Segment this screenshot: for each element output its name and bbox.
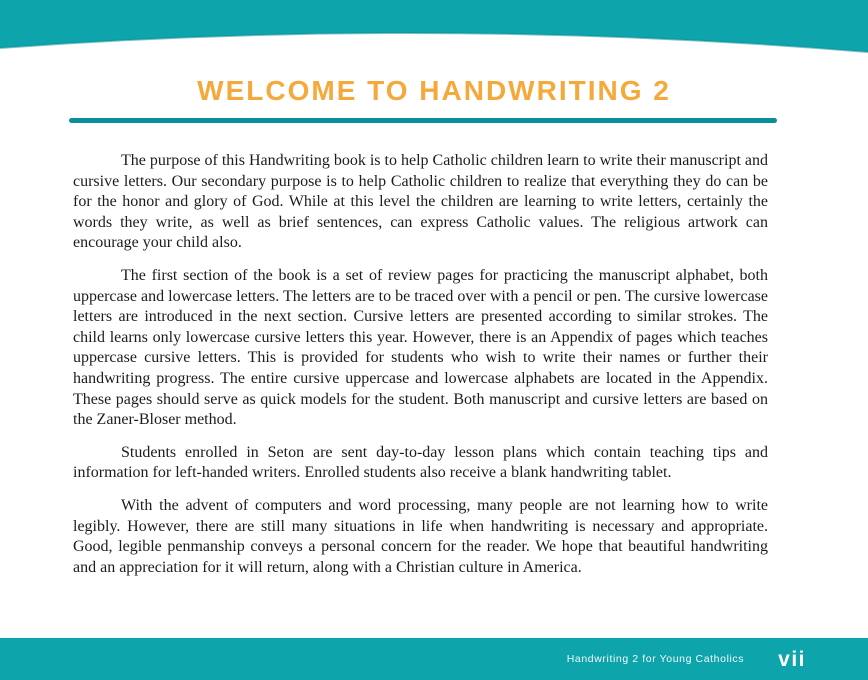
paragraph-1: The purpose of this Handwriting book is to help Catholic children learn to write their manuscript and cursive letters. Our secondary purpose is to help Catholic children to realize that everything they do can be for the honor and glory of God. While at this level the children are learning to write letters, certainly the words they write, as well as brief sentences, can express Catholic values. The religious artwork can encourage your child also. [73,152,768,252]
footer-book-title: Handwriting 2 for Young Catholics [566,653,745,665]
paragraph-4: With the advent of computers and word processing, many people are not learning how to write legibly. However, there are still many situations in life when handwriting is necessary and appropriate. Good, legible penmanship conveys a personal concern for the reader. We hope that beautiful handwriting and an appreciation for it will return, along with a Christian culture in America. [73,496,768,576]
banner-curve-graphic [0,0,868,60]
body-text [73,151,768,590]
top-banner [0,0,868,60]
paragraph-3: Students enrolled in Seton are sent day-to-day lesson plans which contain teaching tips and information for left-handed writers. Enrolled students also receive a blank handwriting tablet. [73,443,768,482]
footer-page-number: vii [778,647,806,671]
footer-bar [0,638,868,680]
page-title: WELCOME TO HANDWRITING 2 [197,75,671,106]
title-underline-rule [69,118,777,123]
paragraph-2: The first section of the book is a set of review pages for practicing the manuscript alphabet, both uppercase and lowercase letters. The letters are to be traced over with a pencil or pen. The cursive lowercase letters are introduced in the next section. Cursive letters are presented according to similar strokes. The child learns only lowercase cursive letters this year. However, there is an Appendix of pages which teaches uppercase cursive letters. This is provided for students who wish to write their names or further their handwriting progress. The entire cursive uppercase and lowercase alphabets are located in the Appendix. These pages should serve as quick models for the student. Both manuscript and cursive letters are based on the Zaner-Bloser method. [73,266,768,429]
